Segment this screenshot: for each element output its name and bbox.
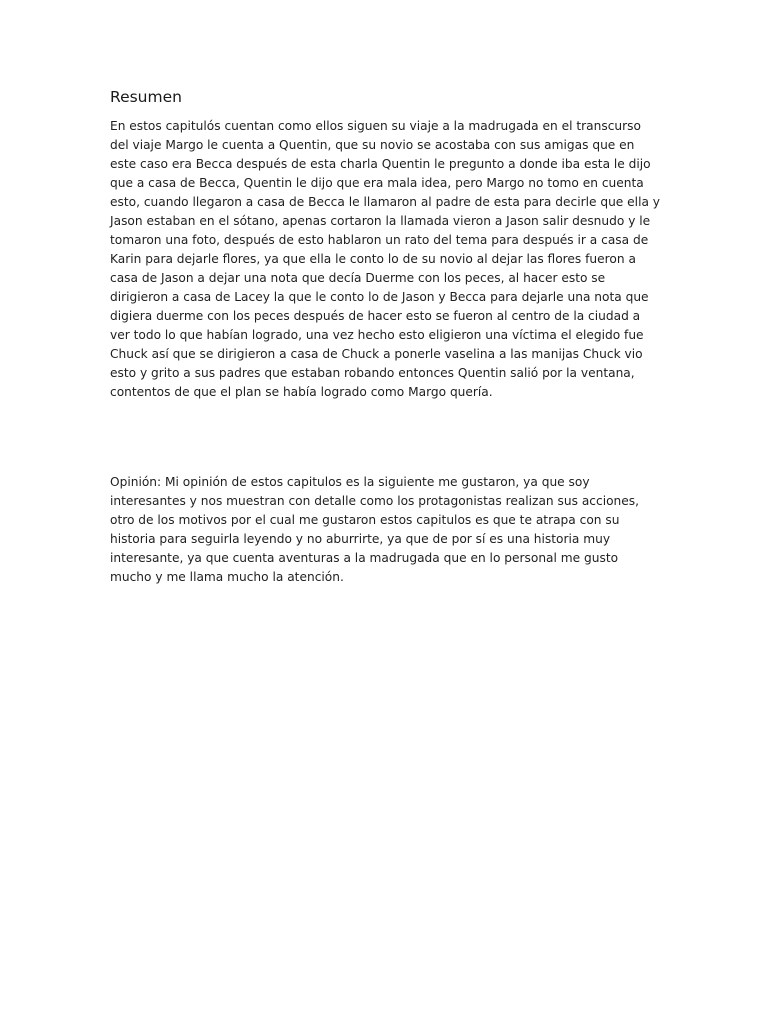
summary-line: esto y grito a sus padres que estaban robando entonces Quentin salió por la ventana, bbox=[110, 366, 635, 380]
summary-line: Jason estaban en el sótano, apenas cortaron la llamada vieron a Jason salir desnudo y le bbox=[110, 214, 651, 228]
summary-line: casa de Jason a dejar una nota que decía Duerme con los peces, al hacer esto se bbox=[110, 271, 606, 285]
summary-line: ver todo lo que habían logrado, una vez hecho esto eligieron una víctima el elegido fue bbox=[110, 328, 644, 342]
summary-paragraph bbox=[110, 117, 670, 402]
summary-line: Karin para dejarle flores, ya que ella le conto lo de su novio al dejar las flores fueron a bbox=[110, 252, 636, 266]
opinion-line: historia para seguirla leyendo y no aburrirte, ya que de por sí es una historia muy bbox=[110, 532, 611, 546]
summary-line: digiera duerme con los peces después de hacer esto se fueron al centro de la ciudad a bbox=[110, 309, 641, 323]
opinion-line: interesante, ya que cuenta aventuras a la madrugada que en lo personal me gusto bbox=[110, 551, 619, 565]
summary-line: Chuck así que se dirigieron a casa de Chuck a ponerle vaselina a las manijas Chuck vio bbox=[110, 347, 643, 361]
summary-line: contentos de que el plan se había logrado como Margo quería. bbox=[110, 385, 493, 399]
opinion-line: interesantes y nos muestran con detalle como los protagonistas realizan sus acciones, bbox=[110, 494, 639, 508]
opinion-line: mucho y me llama mucho la atención. bbox=[110, 570, 344, 584]
summary-line: este caso era Becca después de esta charla Quentin le pregunto a donde iba esta le dijo bbox=[110, 157, 651, 171]
summary-heading: Resumen bbox=[110, 88, 182, 106]
opinion-line: otro de los motivos por el cual me gustaron estos capitulos es que te atrapa con su bbox=[110, 513, 620, 527]
opinion-line: Opinión: Mi opinión de estos capitulos es la siguiente me gustaron, ya que soy bbox=[110, 475, 590, 489]
summary-line: que a casa de Becca, Quentin le dijo que era mala idea, pero Margo no tomo en cuenta bbox=[110, 176, 644, 190]
summary-line: esto, cuando llegaron a casa de Becca le llamaron al padre de esta para decirle que ella y bbox=[110, 195, 661, 209]
summary-line: tomaron una foto, después de esto hablaron un rato del tema para después ir a casa de bbox=[110, 233, 649, 247]
summary-line: En estos capitulós cuentan como ellos siguen su viaje a la madrugada en el transcurso bbox=[110, 119, 641, 133]
summary-line: del viaje Margo le cuenta a Quentin, que su novio se acostaba con sus amigas que en bbox=[110, 138, 635, 152]
summary-line: dirigieron a casa de Lacey la que le conto lo de Jason y Becca para dejarle una nota que bbox=[110, 290, 649, 304]
opinion-paragraph bbox=[110, 473, 670, 587]
